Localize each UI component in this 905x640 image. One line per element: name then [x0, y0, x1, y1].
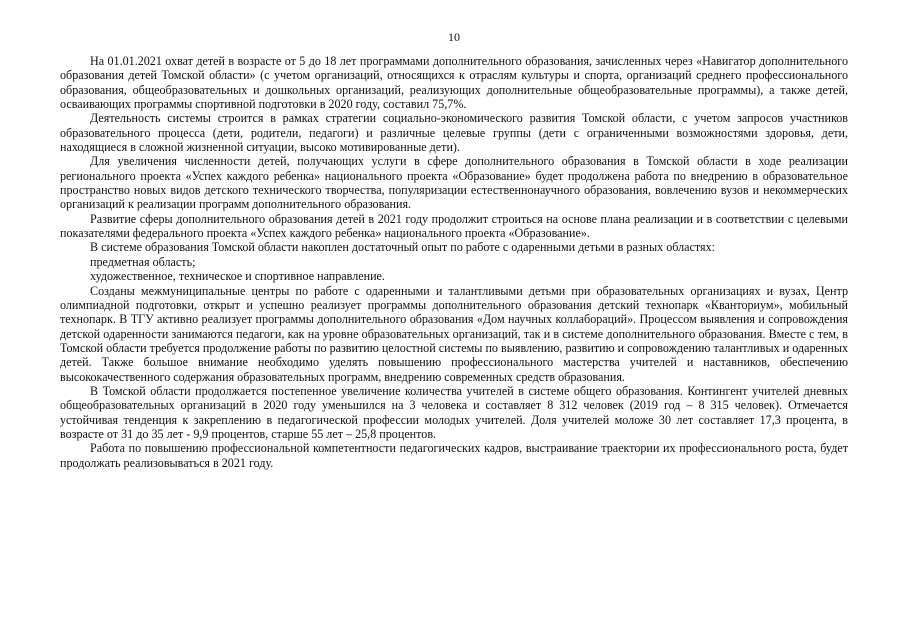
paragraph-regional-project: Для увеличения численности детей, получающих услуги в сфере дополнительного образования в Томской области в ходе реализации регионального проекта «Успех каждого ребенка» национального проекта «Образование» будет продолжена работа по внедрению в образовательное пространство новых видов детского технического творчества, популяризации естественнонаучного образования, вовлечению вузов и некоммерческих организаций к реализации программ дополнительного образования.	[60, 154, 848, 212]
paragraph-development-2021: Развитие сферы дополнительного образования детей в 2021 году продолжит строиться на основе плана реализации и в соответствии с целевыми показателями федерального проекта «Успех каждого ребенка» национального проекта «Образование».	[60, 211, 848, 241]
paragraph-enrollment-coverage: На 01.01.2021 охват детей в возрасте от 5 до 18 лет программами дополнительного образования, зачисленных через «Навигатор дополнительного образования детей Томской области» (с учетом организаций, относящихся к отраслям культуры и спорта, организаций среднего профессионального образования, общеобразовательных и дошкольных организаций, реализующих дополнительные общеобразовательные программы), а также детей, осваивающих программы спортивной подготовки в 2020 году, составил 75,7%.	[60, 54, 848, 112]
paragraph-system-strategy: Деятельность системы строится в рамках стратегии социально-экономического развития Томской области, с учетом запросов участников образовательного процесса (дети, родители, педагоги) и различные целевые группы (дети с ограниченными возможностями здоровья, дети, находящиеся в сложной жизненной ситуации, высоко мотивированные дети).	[60, 111, 848, 155]
paragraph-professional-competence: Работа по повышению профессиональной компетентности педагогических кадров, выстраивание траектории их профессионального роста, будет продолжать реализовываться в 2021 году.	[60, 441, 848, 470]
document-page	[60, 30, 848, 470]
paragraph-intermunicipal-centers: Созданы межмуниципальные центры по работе с одаренными и талантливыми детьми при образовательных организациях и вузах, Центр олимпиадной подготовки, открыт и успешно реализует программы дополнительного образования детский технопарк «Кванториум», мобильный технопарк. В ТГУ активно реализует программы дополнительного образования «Дом научных коллабораций». Процессом выявления и сопровождения детской одаренности занимаются педагоги, как на уровне образовательных организаций, так и в системе дополнительного образования. Вместе с тем, в Томской области требуется продолжение работы по развитию целостной системы по выявлению, развитию и сопровождению талантливых и одаренных детей. Также большое внимание необходимо уделять повышению профессионального мастерства учителей и наставников, обеспечению высококачественного содержания образовательных программ, внедрению современных средств образования.	[60, 283, 848, 384]
paragraph-teacher-count: В Томской области продолжается постепенное увеличение количества учителей в системе общего образования. Контингент учителей дневных общеобразовательных организаций в 2020 году уменьшился на 3 человека и составляет 8 312 человек (2019 год – 8 315 человек). Отмечается устойчивая тенденция к закреплению в педагогической профессии молодых учителей. Доля учителей моложе 30 лет составляет 17,3 процента, в возрасте от 31 до 35 лет - 9,9 процентов, старше 55 лет – 25,8 процентов.	[60, 383, 848, 441]
list-item-subject-area: предметная область;	[90, 254, 196, 269]
paragraph-gifted-children: В системе образования Томской области накоплен достаточный опыт по работе с одаренными детьми в разных областях:	[90, 240, 715, 255]
document-body	[60, 54, 848, 470]
page-number: 10	[448, 30, 460, 44]
list-item-artistic-technical-sport: художественное, техническое и спортивное направление.	[90, 269, 385, 284]
